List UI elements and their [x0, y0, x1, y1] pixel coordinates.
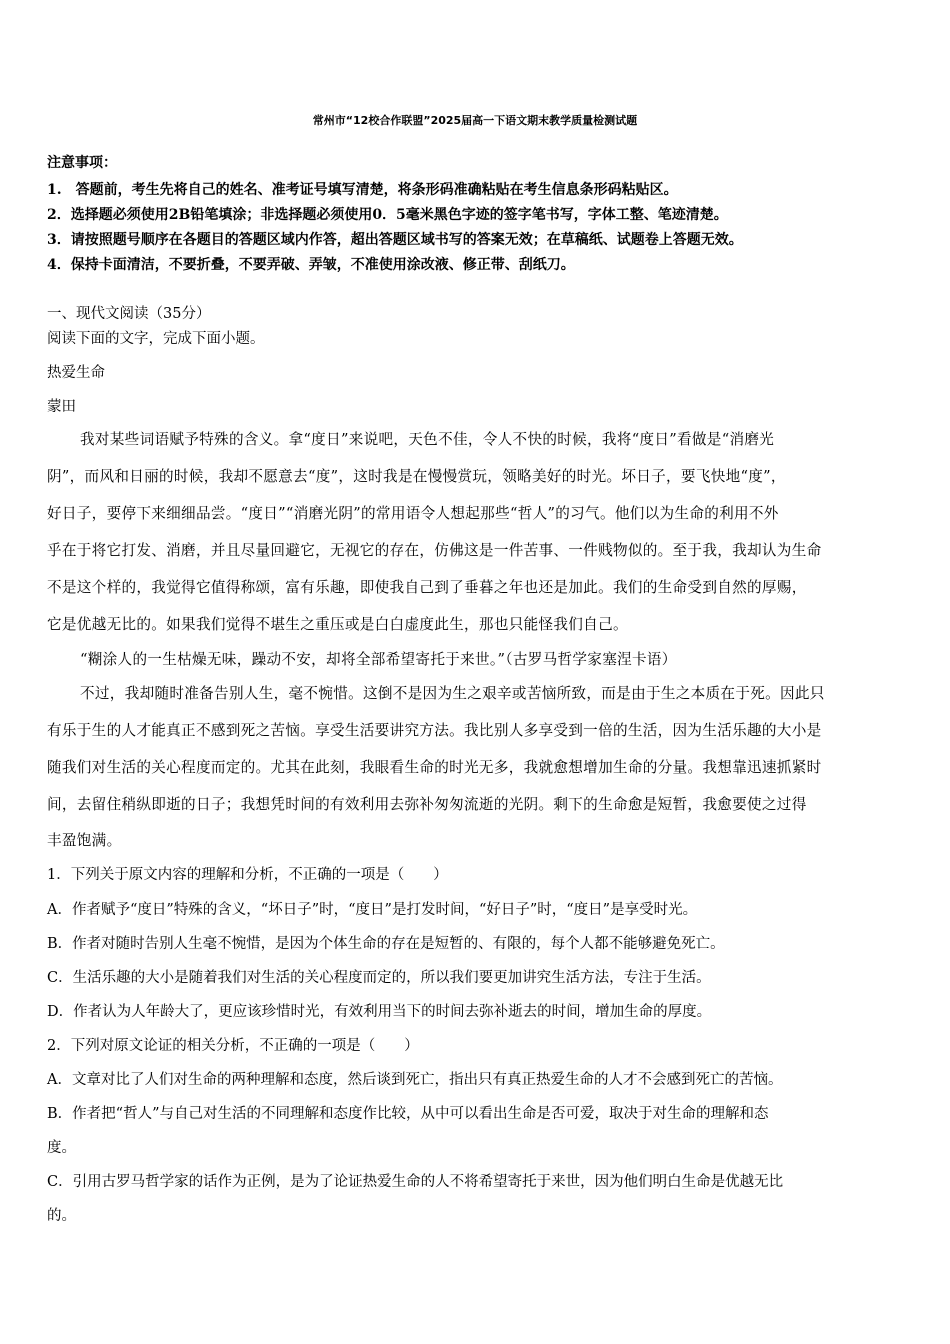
notice-heading: 注意事项：	[47, 155, 117, 171]
article-line: 有乐于生的人才能真正不感到死之苦恼。享受生活要讲究方法。我比别人多享受到一倍的生活，因为生活乐趣的大小是	[47, 722, 822, 739]
question-option-continued: 的。	[47, 1208, 76, 1224]
article-line: 随我们对生活的关心程度而定的。尤其在此刻，我眼看生命的时光无多，我就愈想增加生命的分量。我想靠迅速抓紧时	[47, 759, 822, 776]
question-option: A．作者赋予“度日”特殊的含义，“坏日子”时，“度日”是打发时间，“好日子”时，“度日”是享受时光。	[47, 902, 698, 918]
question-option: D．作者认为人年龄大了，更应该珍惜时光，有效利用当下的时间去弥补逝去的时间，增加生命的厚度。	[47, 1004, 712, 1020]
notice-item: 2．选择题必须使用2B铅笔填涂；非选择题必须使用0．5毫米黑色字迹的签字笔书写，字体工整、笔迹清楚。	[47, 207, 728, 223]
article-line: 间，去留住稍纵即逝的日子；我想凭时间的有效利用去弥补匆匆流逝的光阴。剩下的生命愈是短暂，我愈要使之过得	[47, 796, 807, 813]
question-option: B．作者把“哲人”与自己对生活的不同理解和态度作比较，从中可以看出生命是否可爱，取决于对生命的理解和态	[47, 1106, 769, 1122]
notice-item: 1. 答题前，考生先将自己的姓名、准考证号填写清楚，将条形码准确粘贴在考生信息条形码粘贴区。	[47, 182, 678, 198]
page-title: 常州市“12校合作联盟”2025届高一下语文期末教学质量检测试题	[312, 114, 638, 127]
reading-instruction: 阅读下面的文字，完成下面小题。	[47, 331, 265, 347]
question-option: B．作者对随时告别人生毫不惋惜，是因为个体生命的存在是短暂的、有限的，每个人都不能够避免死亡。	[47, 936, 725, 952]
question-stem: 2．下列对原文论证的相关分析，不正确的一项是（ ）	[47, 1038, 419, 1054]
article-line: 乎在于将它打发、消磨，并且尽量回避它，无视它的存在，仿佛这是一件苦事、一件贱物似的。至于我，我却认为生命	[47, 542, 822, 559]
article-line: 丰盈饱满。	[47, 832, 122, 849]
article-line: 不过，我却随时准备告别人生，毫不惋惜。这倒不是因为生之艰辛或苦恼所致，而是由于生之本质在于死。因此只	[80, 685, 825, 702]
article-line: 它是优越无比的。如果我们觉得不堪生之重压或是白白虚度此生，那也只能怪我们自己。	[47, 616, 628, 633]
article-line: 阴”，而风和日丽的时候，我却不愿意去“度”，这时我是在慢慢赏玩，领略美好的时光。坏日子，要飞快地“度”，	[47, 468, 786, 485]
question-option: C．引用古罗马哲学家的话作为正例，是为了论证热爱生命的人不将希望寄托于来世，因为他们明白生命是优越无比	[47, 1174, 784, 1190]
question-option: C．生活乐趣的大小是随着我们对生活的关心程度而定的，所以我们要更加讲究生活方法，专注于生活。	[47, 970, 711, 986]
notice-item: 3．请按照题号顺序在各题目的答题区域内作答，超出答题区域书写的答案无效；在草稿纸、试题卷上答题无效。	[47, 232, 743, 248]
question-stem: 1．下列关于原文内容的理解和分析，不正确的一项是（ ）	[47, 867, 448, 883]
article-line: 我对某些词语赋予特殊的含义。拿“度日”来说吧，天色不佳，令人不快的时候，我将“度日”看做是“消磨光	[80, 431, 775, 448]
notice-item: 4．保持卡面清洁，不要折叠，不要弄破、弄皱，不准使用涂改液、修正带、刮纸刀。	[47, 257, 575, 273]
article-title: 热爱生命	[47, 365, 105, 381]
article-quote: “糊涂人的一生枯燥无味，躁动不安，却将全部希望寄托于来世。”（古罗马哲学家塞涅卡语）	[80, 651, 677, 668]
article-line: 不是这个样的，我觉得它值得称颂，富有乐趣，即使我自己到了垂暮之年也还是加此。我们的生命受到自然的厚赐，	[47, 579, 807, 596]
question-option-continued: 度。	[47, 1140, 76, 1156]
article-line: 好日子，要停下来细细品尝。“度日”“消磨光阴”的常用语令人想起那些“哲人”的习气。他们以为生命的利用不外	[47, 505, 779, 522]
section-heading: 一、现代文阅读（35分）	[47, 306, 211, 322]
article-author: 蒙田	[47, 399, 76, 415]
question-option: A．文章对比了人们对生命的两种理解和态度，然后谈到死亡，指出只有真正热爱生命的人才不会感到死亡的苦恼。	[47, 1072, 783, 1088]
